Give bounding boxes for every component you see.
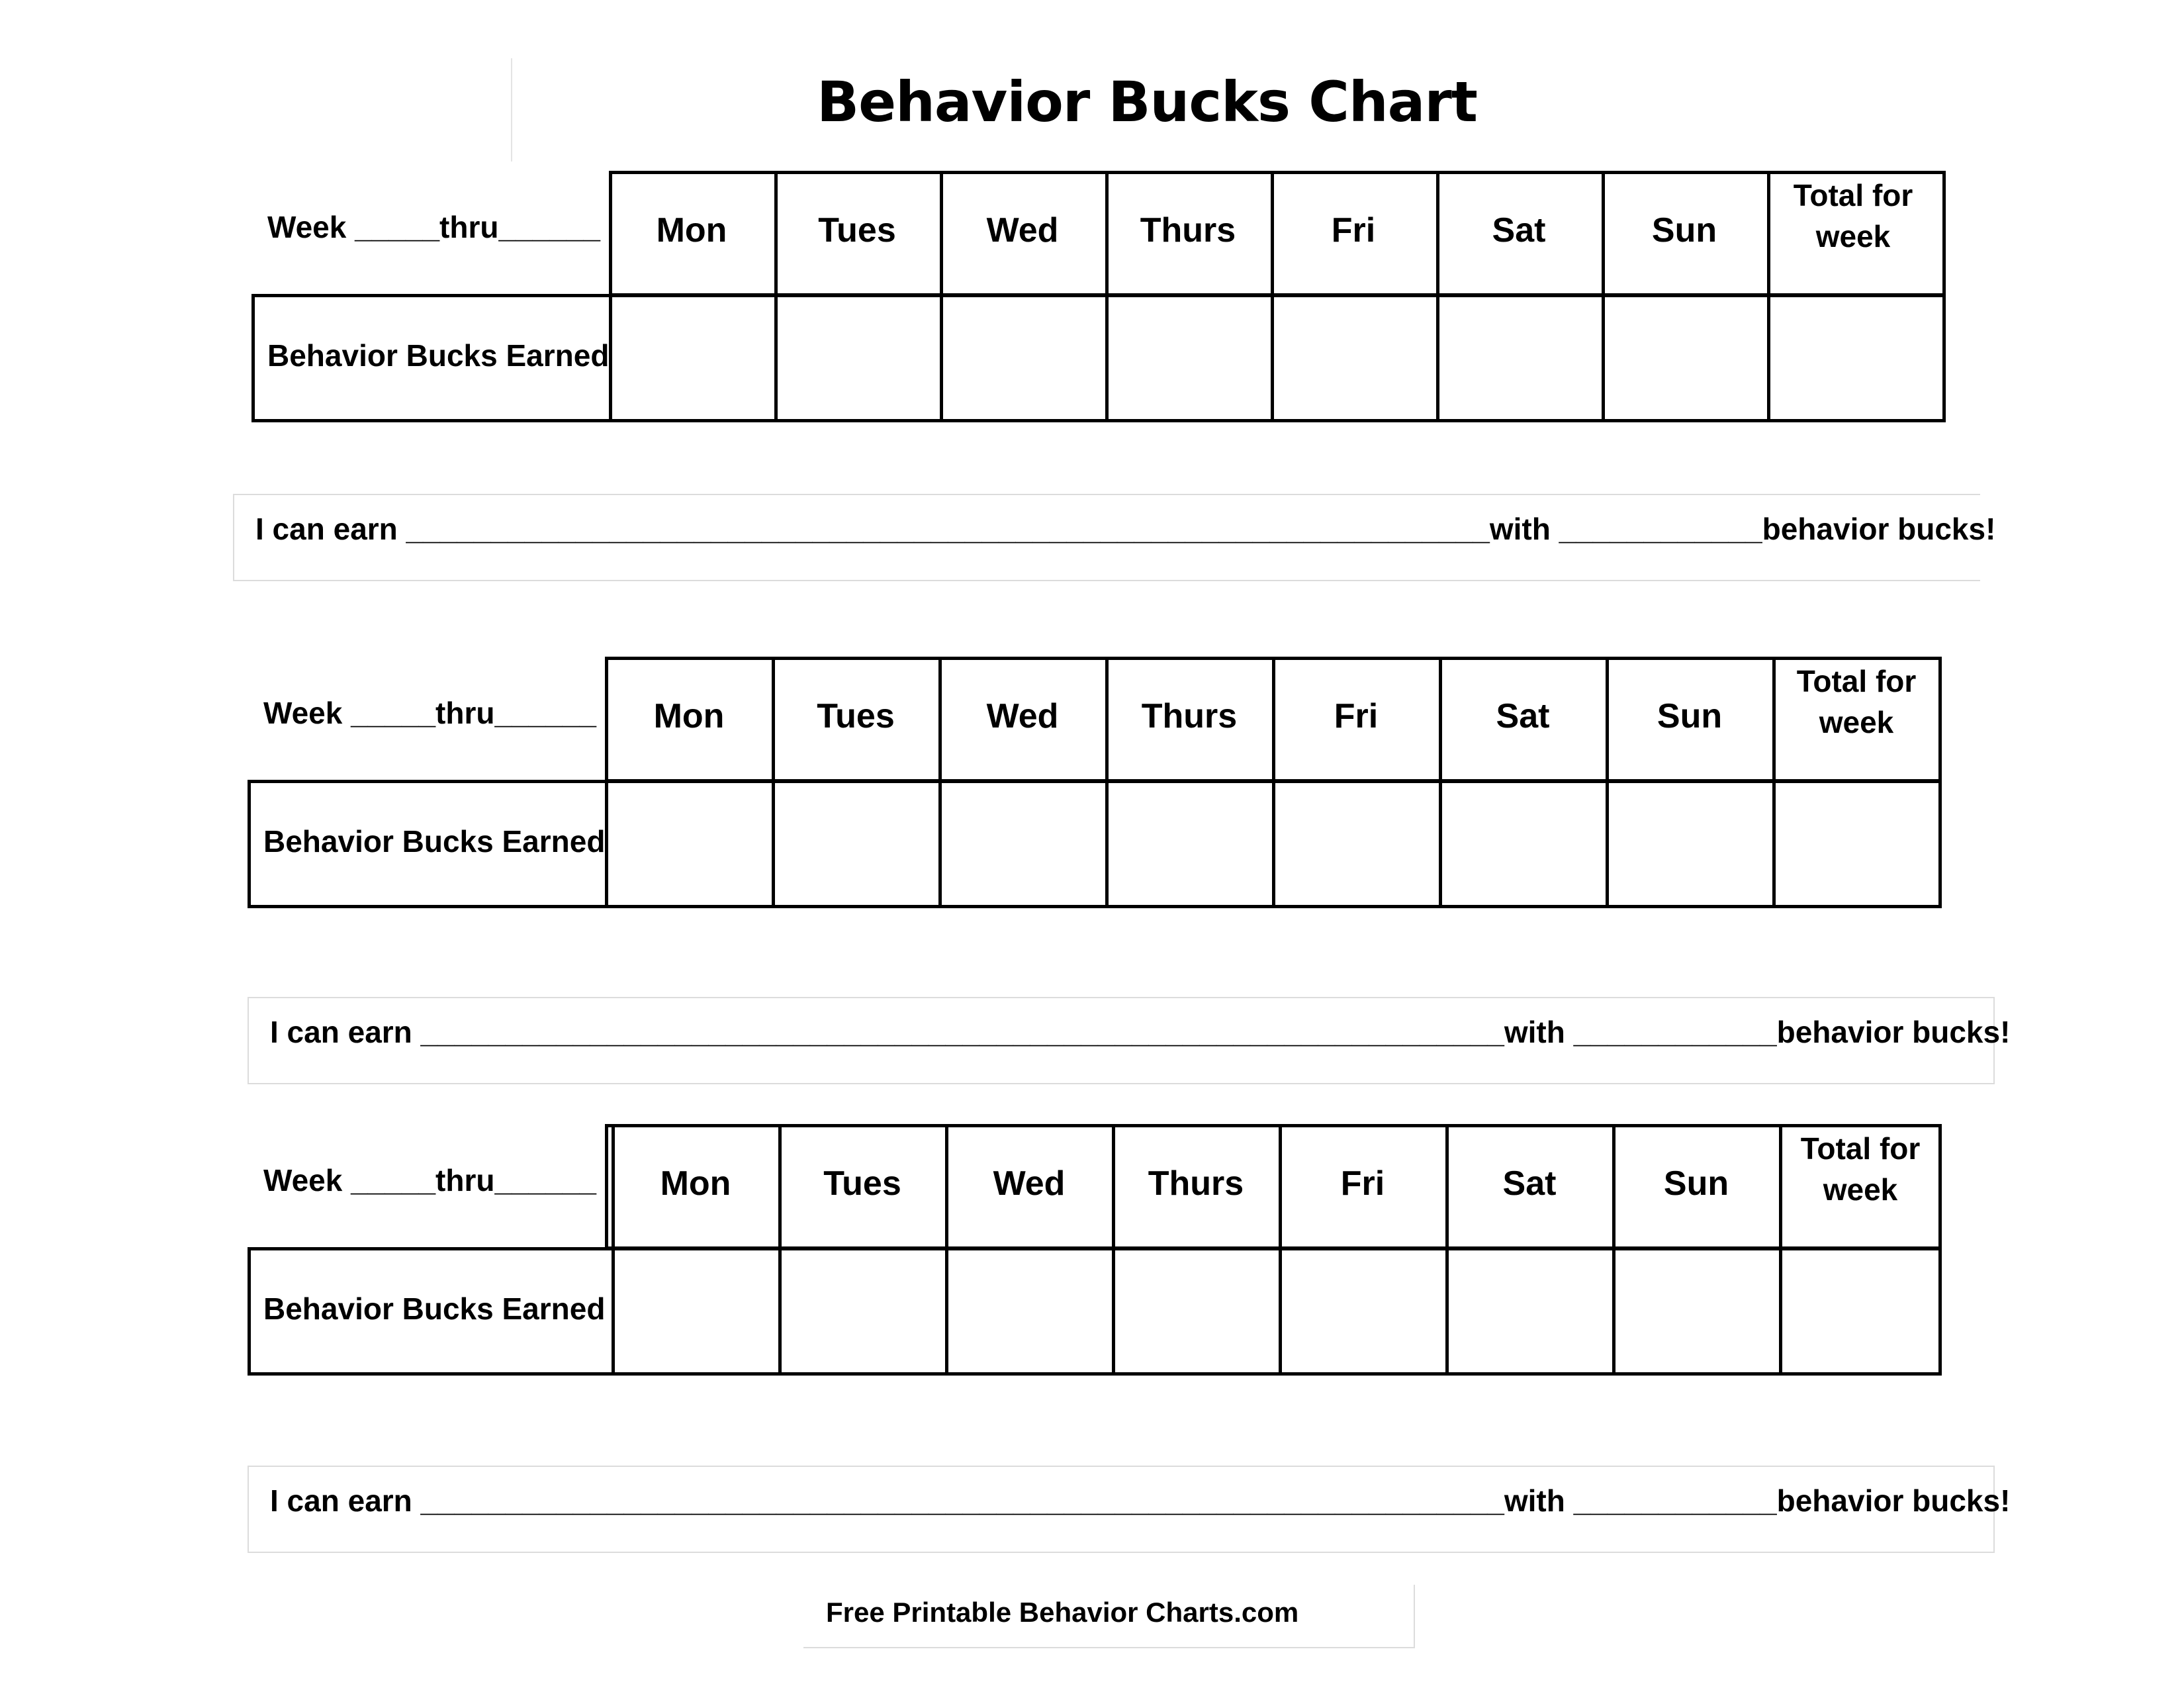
day-header-sat: Sat	[1502, 1164, 1557, 1203]
week-range-label: Week _____thru______	[263, 1163, 596, 1197]
day-header-thurs: Thurs	[1141, 697, 1238, 735]
reward-goal-box-3	[248, 1466, 2011, 1553]
reward-goal-text: I can earn ________________________________________________________________with ____________behavior bucks!	[255, 512, 1996, 546]
day-header-mon: Mon	[656, 211, 727, 250]
day-header-fri: Fri	[1340, 1164, 1385, 1203]
day-header-wed: Wed	[986, 697, 1059, 735]
behavior-chart-week-2	[248, 657, 1942, 908]
total-for-week-header	[1770, 175, 1936, 257]
total-header-line-2: week	[1823, 1172, 1898, 1207]
day-header-tues: Tues	[817, 697, 895, 735]
page-title: Behavior Bucks Chart	[817, 70, 1477, 134]
day-header-tues: Tues	[823, 1164, 901, 1203]
day-header-sun: Sun	[1663, 1164, 1729, 1203]
day-header-fri: Fri	[1331, 211, 1376, 250]
day-header-fri: Fri	[1334, 697, 1379, 735]
reward-goal-box-2	[248, 997, 2011, 1084]
total-header-line-2: week	[1819, 705, 1894, 739]
week-range-label: Week _____thru______	[263, 696, 596, 730]
week-range-label: Week _____thru______	[267, 210, 600, 244]
total-header-line-1: Total for	[1800, 1131, 1921, 1166]
total-header-line-2: week	[1815, 219, 1891, 254]
total-for-week-header	[1778, 1128, 1943, 1210]
reward-goal-text: I can earn ________________________________________________________________with ____________behavior bucks!	[270, 1015, 2011, 1049]
day-header-sun: Sun	[1651, 211, 1717, 250]
day-header-wed: Wed	[986, 211, 1059, 250]
bucks-earned-row-label: Behavior Bucks Earned	[263, 824, 606, 859]
behavior-chart-week-1	[251, 171, 1946, 422]
day-header-sun: Sun	[1657, 697, 1723, 735]
day-header-sat: Sat	[1496, 697, 1550, 735]
total-header-line-1: Total for	[1796, 664, 1917, 698]
reward-goal-box-1	[233, 494, 1996, 581]
total-header-line-1: Total for	[1793, 178, 1913, 212]
footer	[803, 1585, 1415, 1648]
behavior-chart-week-3	[248, 1124, 1942, 1376]
footer-credit: Free Printable Behavior Charts.com	[826, 1597, 1299, 1628]
day-header-tues: Tues	[818, 211, 896, 250]
reward-goal-text: I can earn ________________________________________________________________with ____________behavior bucks!	[270, 1483, 2011, 1518]
day-header-thurs: Thurs	[1140, 211, 1236, 250]
day-header-thurs: Thurs	[1148, 1164, 1244, 1203]
day-header-mon: Mon	[653, 697, 725, 735]
bucks-earned-row-label: Behavior Bucks Earned	[267, 338, 610, 373]
day-header-wed: Wed	[993, 1164, 1066, 1203]
day-header-mon: Mon	[660, 1164, 731, 1203]
total-for-week-header	[1774, 661, 1939, 743]
day-header-sat: Sat	[1492, 211, 1546, 250]
bucks-earned-row-label: Behavior Bucks Earned	[263, 1291, 606, 1326]
